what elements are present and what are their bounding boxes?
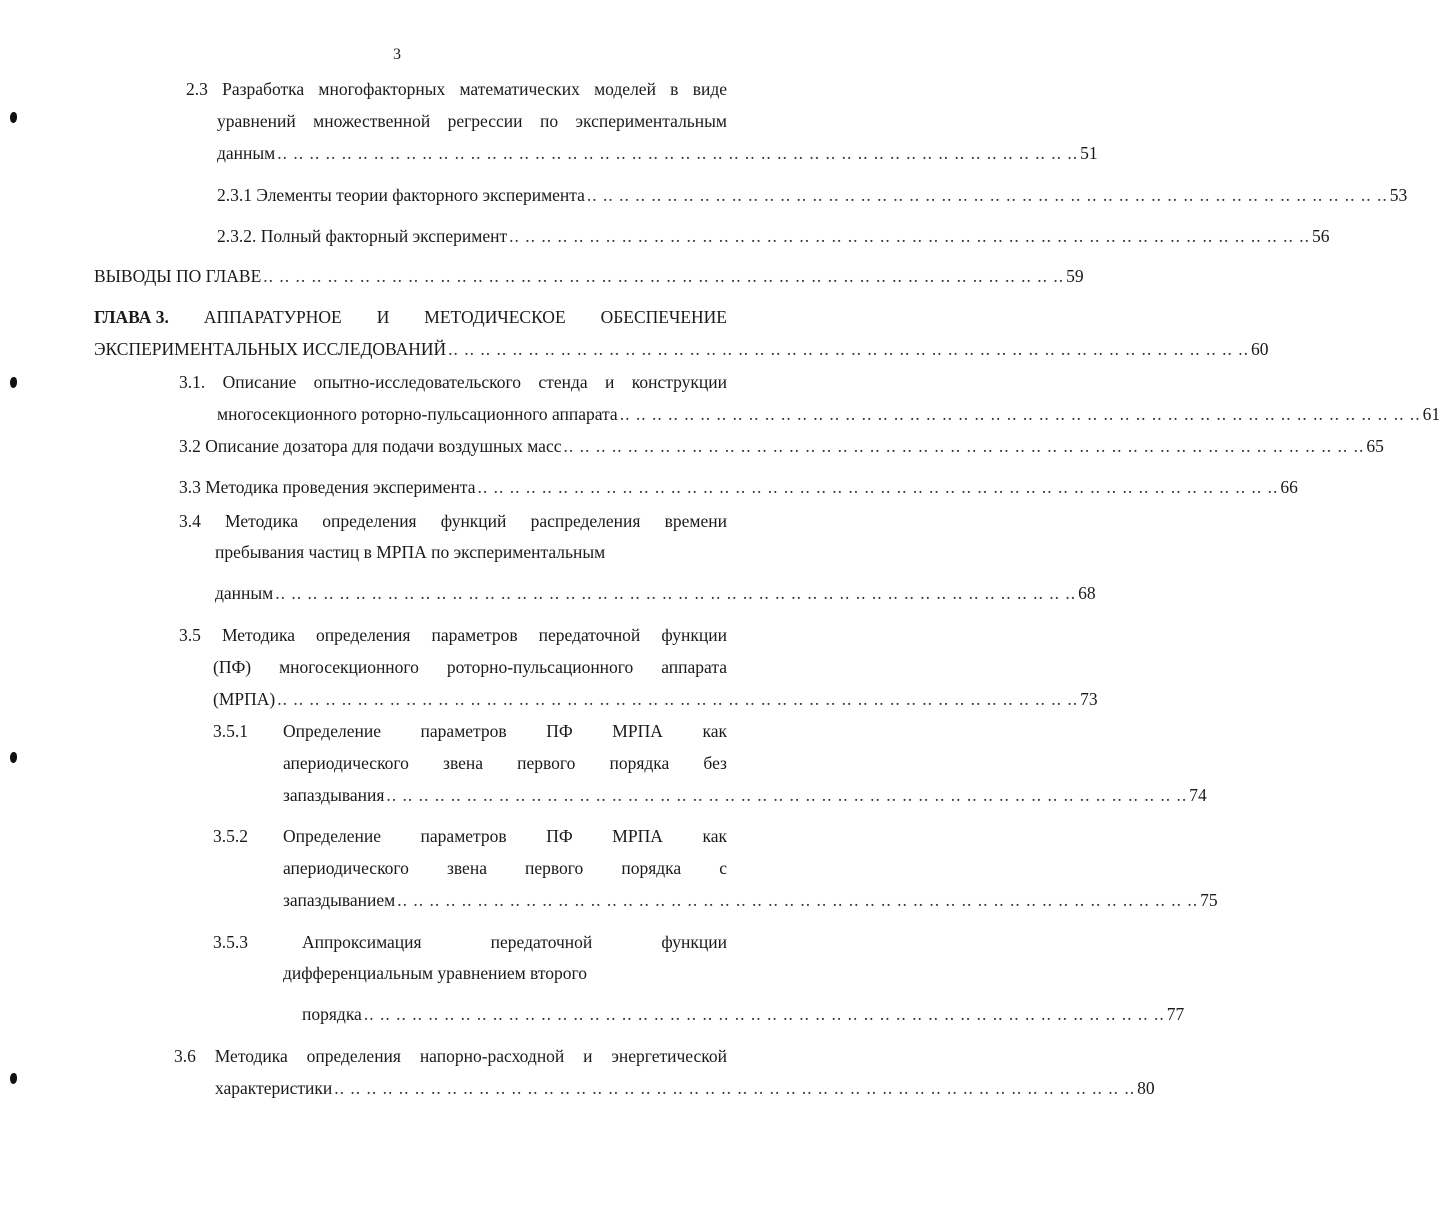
toc-word: ПФ — [546, 826, 573, 846]
dot-leader: .. .. .. .. .. .. .. .. .. .. .. .. .. .. .. .. .. .. .. .. .. .. .. .. .. .. .. .. .. .. .. .. .. .. .. .. .. .. .. .. .. .. .. .. .. .. .. .. .. .. — [448, 339, 1250, 359]
chapter-title-word: ОБЕСПЕЧЕНИЕ — [600, 307, 727, 327]
toc-entry-text: 2.3.1 Элементы теории факторного эксперимента — [217, 185, 585, 205]
page-number: 3 — [393, 46, 401, 63]
toc-word: Определение — [283, 826, 381, 846]
toc-page-number: 65 — [1366, 436, 1384, 456]
toc-entry-text: многосекционного роторно-пульсационного аппарата — [217, 404, 618, 424]
toc-page-number: 59 — [1066, 266, 1084, 286]
dot-leader: .. .. .. .. .. .. .. .. .. .. .. .. .. .. .. .. .. .. .. .. .. .. .. .. .. .. .. .. .. .. .. .. .. .. .. .. .. .. .. .. .. .. .. .. .. .. .. .. .. .. — [586, 185, 1388, 205]
toc-entry-3-5-line1: 3.5 Методика определения параметров передаточной функции — [179, 625, 727, 645]
toc-entry-3-4-line3 — [215, 582, 1096, 604]
toc-entry-3-5-2-line2 — [283, 857, 727, 879]
toc-word: МРПА — [612, 826, 663, 846]
toc-entry-3-5-1-number: 3.5.1 — [213, 721, 248, 741]
toc-page-number: 51 — [1080, 143, 1098, 163]
chapter-title-word: АППАРАТУРНОЕ — [203, 307, 342, 327]
toc-page-number: 68 — [1078, 583, 1096, 603]
toc-entry-text: порядка — [302, 1004, 362, 1024]
toc-word: порядка — [621, 858, 682, 878]
toc-word: как — [702, 826, 727, 846]
toc-page-number: 56 — [1311, 226, 1330, 246]
toc-chapter-3-line1 — [94, 306, 727, 328]
binding-mark — [10, 377, 17, 388]
toc-entry-3-5-2-number: 3.5.2 — [213, 826, 248, 846]
dot-leader: .. .. .. .. .. .. .. .. .. .. .. .. .. .. .. .. .. .. .. .. .. .. .. .. .. .. .. .. .. .. .. .. .. .. .. .. .. .. .. .. .. .. .. .. .. .. .. .. .. .. — [397, 890, 1199, 910]
toc-entry-3-5-2-line3 — [283, 889, 1218, 911]
toc-entry-text: данным — [217, 143, 276, 163]
toc-entry-3-3 — [179, 476, 1298, 498]
toc-entry-text: характеристики — [215, 1078, 333, 1098]
toc-page-number: 80 — [1137, 1078, 1155, 1098]
toc-entry-text: ВЫВОДЫ ПО ГЛАВЕ — [94, 266, 262, 286]
toc-entry-text: данным — [215, 583, 274, 603]
toc-word: Определение — [283, 721, 381, 741]
toc-page-number: 61 — [1422, 404, 1440, 424]
dot-leader: .. .. .. .. .. .. .. .. .. .. .. .. .. .. .. .. .. .. .. .. .. .. .. .. .. .. .. .. .. .. .. .. .. .. .. .. .. .. .. .. .. .. .. .. .. .. .. .. .. .. — [386, 785, 1188, 805]
toc-entry-conclusions — [94, 265, 1084, 287]
toc-page-number: 77 — [1166, 1004, 1185, 1024]
toc-entry-text: запаздыванием — [283, 890, 396, 910]
dot-leader: .. .. .. .. .. .. .. .. .. .. .. .. .. .. .. .. .. .. .. .. .. .. .. .. .. .. .. .. .. .. .. .. .. .. .. .. .. .. .. .. .. .. .. .. .. .. .. .. .. .. — [363, 1004, 1165, 1024]
toc-entry-3-4-line1: 3.4 Методика определения функций распределения времени — [179, 511, 727, 531]
toc-entry-2-3-1 — [217, 184, 1408, 206]
toc-word: первого — [525, 858, 584, 878]
toc-word: функции — [661, 932, 727, 952]
toc-entry-3-5-3-number: 3.5.3 — [213, 932, 248, 952]
toc-page-number: 60 — [1251, 339, 1269, 359]
binding-mark — [10, 1073, 17, 1084]
toc-entry-text: запаздывания — [283, 785, 385, 805]
toc-entry-3-5-1-line2 — [283, 752, 727, 774]
toc-word: без — [703, 753, 727, 773]
toc-entry-text: 3.2 Описание дозатора для подачи воздушных масс — [179, 436, 562, 456]
toc-chapter-3-line2 — [94, 338, 1269, 360]
binding-mark — [10, 112, 17, 123]
toc-entry-3-6-line1: 3.6 Методика определения напорно-расходной и энергетической — [174, 1046, 727, 1066]
toc-word: параметров — [420, 826, 507, 846]
dot-leader: .. .. .. .. .. .. .. .. .. .. .. .. .. .. .. .. .. .. .. .. .. .. .. .. .. .. .. .. .. .. .. .. .. .. .. .. .. .. .. .. .. .. .. .. .. .. .. .. .. .. — [263, 266, 1065, 286]
toc-entry-text: 2.3.2. Полный факторный эксперимент — [217, 226, 508, 246]
toc-page-number: 53 — [1389, 185, 1408, 205]
chapter-label: ГЛАВА 3. — [94, 307, 169, 327]
dot-leader: .. .. .. .. .. .. .. .. .. .. .. .. .. .. .. .. .. .. .. .. .. .. .. .. .. .. .. .. .. .. .. .. .. .. .. .. .. .. .. .. .. .. .. .. .. .. .. .. .. .. — [619, 404, 1421, 424]
dot-leader: .. .. .. .. .. .. .. .. .. .. .. .. .. .. .. .. .. .. .. .. .. .. .. .. .. .. .. .. .. .. .. .. .. .. .. .. .. .. .. .. .. .. .. .. .. .. .. .. .. .. — [477, 477, 1279, 497]
toc-word: апериодического — [283, 858, 409, 878]
toc-word: передаточной — [490, 932, 593, 952]
toc-entry-3-5-3-line1 — [302, 931, 727, 953]
toc-word: как — [702, 721, 727, 741]
chapter-title-word: И — [376, 307, 390, 327]
toc-entry-3-5-line2: (ПФ) многосекционного роторно-пульсационного аппарата — [213, 657, 727, 677]
toc-word: апериодического — [283, 753, 409, 773]
toc-page-number: 66 — [1280, 477, 1298, 497]
toc-entry-text: (МРПА) — [213, 689, 276, 709]
toc-entry-3-5-1-line3 — [283, 784, 1207, 806]
toc-word: ПФ — [546, 721, 573, 741]
chapter-title-word: МЕТОДИЧЕСКОЕ — [424, 307, 566, 327]
toc-word: звена — [446, 858, 487, 878]
toc-entry-3-1-line2 — [217, 403, 1440, 425]
toc-entry-2-3-line1: 2.3 Разработка многофакторных математических моделей в виде — [186, 79, 727, 99]
toc-entry-3-1-line1: 3.1. Описание опытно-исследовательского стенда и конструкции — [179, 372, 727, 392]
toc-entry-3-4-line2: пребывания частиц в МРПА по экспериментальным — [215, 542, 606, 562]
toc-entry-text: 3.3 Методика проведения эксперимента — [179, 477, 476, 497]
dot-leader: .. .. .. .. .. .. .. .. .. .. .. .. .. .. .. .. .. .. .. .. .. .. .. .. .. .. .. .. .. .. .. .. .. .. .. .. .. .. .. .. .. .. .. .. .. .. .. .. .. .. — [277, 143, 1079, 163]
toc-word: порядка — [609, 753, 670, 773]
toc-page-number: 75 — [1200, 890, 1218, 910]
toc-page-number: 74 — [1189, 785, 1207, 805]
dot-leader: .. .. .. .. .. .. .. .. .. .. .. .. .. .. .. .. .. .. .. .. .. .. .. .. .. .. .. .. .. .. .. .. .. .. .. .. .. .. .. .. .. .. .. .. .. .. .. .. .. .. — [509, 226, 1310, 246]
toc-entry-2-3-line2: уравнений множественной регрессии по экспериментальным — [217, 111, 727, 131]
dot-leader: .. .. .. .. .. .. .. .. .. .. .. .. .. .. .. .. .. .. .. .. .. .. .. .. .. .. .. .. .. .. .. .. .. .. .. .. .. .. .. .. .. .. .. .. .. .. .. .. .. .. — [334, 1078, 1136, 1098]
toc-word: параметров — [420, 721, 507, 741]
binding-mark — [10, 752, 17, 763]
dot-leader: .. .. .. .. .. .. .. .. .. .. .. .. .. .. .. .. .. .. .. .. .. .. .. .. .. .. .. .. .. .. .. .. .. .. .. .. .. .. .. .. .. .. .. .. .. .. .. .. .. .. — [277, 689, 1079, 709]
dot-leader: .. .. .. .. .. .. .. .. .. .. .. .. .. .. .. .. .. .. .. .. .. .. .. .. .. .. .. .. .. .. .. .. .. .. .. .. .. .. .. .. .. .. .. .. .. .. .. .. .. .. — [275, 583, 1077, 603]
dot-leader: .. .. .. .. .. .. .. .. .. .. .. .. .. .. .. .. .. .. .. .. .. .. .. .. .. .. .. .. .. .. .. .. .. .. .. .. .. .. .. .. .. .. .. .. .. .. .. .. .. .. — [563, 436, 1365, 456]
toc-entry-2-3-2 — [217, 225, 1330, 247]
toc-word: МРПА — [612, 721, 663, 741]
toc-entry-3-6-line2 — [215, 1077, 1155, 1099]
toc-entry-3-5-line3 — [213, 688, 1098, 710]
toc-word: звена — [443, 753, 484, 773]
toc-page-number: 73 — [1080, 689, 1098, 709]
toc-word: Аппроксимация — [302, 932, 422, 952]
toc-entry-3-5-1-line1 — [283, 720, 727, 742]
toc-entry-text: ЭКСПЕРИМЕНТАЛЬНЫХ ИССЛЕДОВАНИЙ — [94, 339, 447, 359]
toc-entry-3-5-3-line2: дифференциальным уравнением второго — [283, 963, 588, 983]
toc-word: первого — [517, 753, 576, 773]
toc-entry-3-5-3-line3 — [302, 1003, 1185, 1025]
toc-word: с — [719, 858, 727, 878]
toc-entry-3-2 — [179, 435, 1384, 457]
toc-entry-3-5-2-line1 — [283, 825, 727, 847]
toc-entry-2-3-line3 — [217, 142, 1098, 164]
